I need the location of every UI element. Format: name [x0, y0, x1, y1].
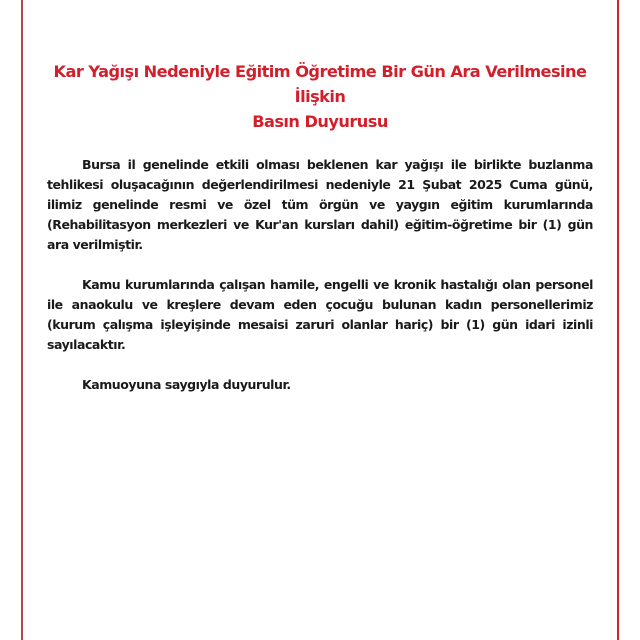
title-line-1: Kar Yağışı Nedeniyle Eğitim Öğretime Bir Gün Ara Verilmesine İlişkin: [53, 62, 587, 106]
document-body: [47, 155, 593, 415]
paragraph-closing: Kamuoyuna saygıyla duyurulur.: [82, 377, 291, 392]
left-border-line: [21, 0, 23, 640]
document-title: [40, 59, 600, 134]
title-line-2: Basın Duyurusu: [252, 112, 388, 131]
paragraph-administrative-leave: Kamu kurumlarında çalışan hamile, engelli ve kronik hastalığı olan personel ile anaokulu ve kreşlere devam eden çocuğu bulunan kadın personellerimiz (kurum çalışma işleyişinde mesaisi zaruri olanlar hariç) bir (1) gün idari izinli sayılacaktır.: [47, 277, 593, 352]
right-border-line: [617, 0, 619, 640]
paragraph-announcement: Bursa il genelinde etkili olması beklenen kar yağışı ile birlikte buzlanma tehlikesi oluşacağının değerlendirilmesi nedeniyle 21 Şubat 2025 Cuma günü, ilimiz genelinde resmi ve özel tüm örgün ve yaygın eğitim kurumlarında (Rehabilitasyon merkezleri ve Kur'an kursları dahil) eğitim-öğretime bir (1) gün ara verilmiştir.: [47, 157, 593, 252]
